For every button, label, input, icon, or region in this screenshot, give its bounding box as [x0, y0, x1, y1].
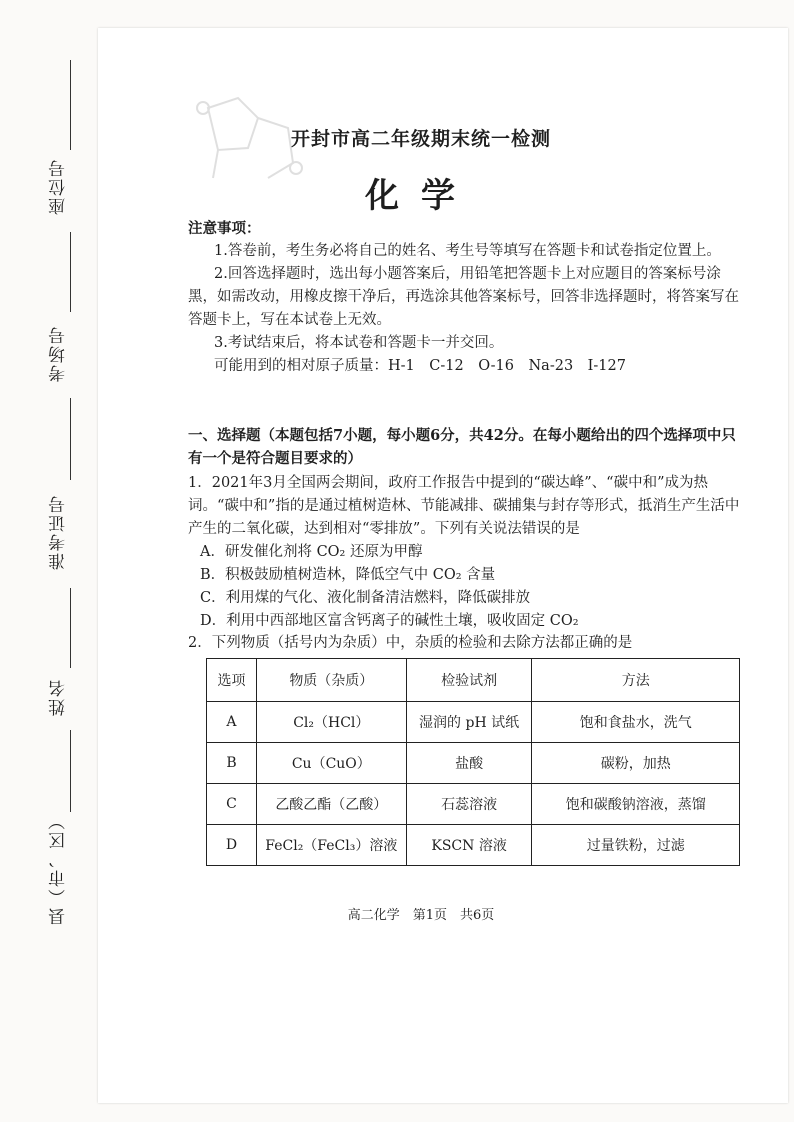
cell-method: 饱和碳酸钠溶液，蒸馏 [532, 784, 740, 825]
subject-title: 化学 [365, 176, 477, 216]
cell-method: 饱和食盐水，洗气 [532, 702, 740, 743]
cell-method: 过量铁粉，过滤 [532, 825, 740, 866]
question-1 [188, 472, 748, 633]
cell-reagent: 石蕊溶液 [406, 784, 532, 825]
section-heading: 一、选择题（本题包括7小题，每小题6分，共42分。在每小题给出的四个选择项中只有一个是符合题目要求的） [188, 427, 736, 467]
cell-reagent: 湿润的 pH 试纸 [406, 702, 532, 743]
fill-line [70, 398, 71, 480]
table-row [207, 743, 740, 784]
fill-line [70, 588, 71, 668]
table-header-row [207, 659, 740, 702]
seat-label: 座位号 [49, 158, 69, 216]
table-row [207, 784, 740, 825]
notice-list [188, 240, 748, 378]
question-1-option-d: D．利用中西部地区富含钙离子的碱性土壤，吸收固定 CO₂ [200, 613, 579, 629]
cell-option: A [207, 702, 257, 743]
cell-substance: Cu（CuO） [256, 743, 406, 784]
name-label: 姓名 [49, 678, 69, 716]
header-method: 方法 [532, 659, 740, 702]
header-reagent: 检验试剂 [406, 659, 532, 702]
notice-heading: 注意事项： [188, 220, 261, 237]
notice-item: 2.回答选择题时，选出每小题答案后，用铅笔把答题卡上对应题目的答案标号涂黑，如需改动，用橡皮擦干净后，再选涂其他答案标号，回答非选择题时，将答案写在答题卡上，写在本试卷上无效。 [188, 266, 739, 328]
page-footer: 高二化学 第1页 共6页 [347, 908, 495, 923]
table-row [207, 702, 740, 743]
cell-substance: Cl₂（HCl） [256, 702, 406, 743]
question-1-stem: 1．2021年3月全国两会期间，政府工作报告中提到的“碳达峰”、“碳中和”成为热词。“碳中和”指的是通过植树造林、节能减排、碳捕集与封存等形式，抵消生产生活中产生的二氧化碳，达到相对“零排放”。下列有关说法错误的是 [188, 475, 740, 537]
cell-option: D [207, 825, 257, 866]
cell-option: B [207, 743, 257, 784]
fill-line [70, 232, 71, 312]
question-1-option-a: A．研发催化剂将 CO₂ 还原为甲醇 [200, 544, 423, 560]
cell-reagent: KSCN 溶液 [406, 825, 532, 866]
header-option: 选项 [207, 659, 257, 702]
room-label: 考场号 [49, 325, 69, 383]
question-1-option-b: B．积极鼓励植树造林，降低空气中 CO₂ 含量 [200, 567, 496, 583]
question-2-table [206, 658, 740, 866]
notice-item: 3.考试结束后，将本试卷和答题卡一并交回。 [214, 335, 504, 351]
cell-substance: 乙酸乙酯（乙酸） [256, 784, 406, 825]
cell-option: C [207, 784, 257, 825]
exam-title: 开封市高二年级期末统一检测 [290, 128, 551, 150]
header-substance: 物质（杂质） [256, 659, 406, 702]
fill-line [70, 730, 71, 812]
notice-item: 1.答卷前，考生务必将自己的姓名、考生号等填写在答题卡和试卷指定位置上。 [214, 243, 721, 259]
question-2-stem: 2．下列物质（括号内为杂质）中，杂质的检验和去除方法都正确的是 [188, 635, 633, 651]
cell-substance: FeCl₂（FeCl₃）溶液 [256, 825, 406, 866]
ticket-label: 准考证号 [49, 494, 69, 570]
question-1-option-c: C．利用煤的气化、液化制备清洁燃料，降低碳排放 [200, 590, 531, 606]
table-row [207, 825, 740, 866]
atomic-mass-line: 可能用到的相对原子质量：H-1 C-12 O-16 Na-23 I-127 [214, 358, 626, 374]
county-label: 县（市、区） [49, 811, 69, 925]
cell-reagent: 盐酸 [406, 743, 532, 784]
cell-method: 碳粉，加热 [532, 743, 740, 784]
